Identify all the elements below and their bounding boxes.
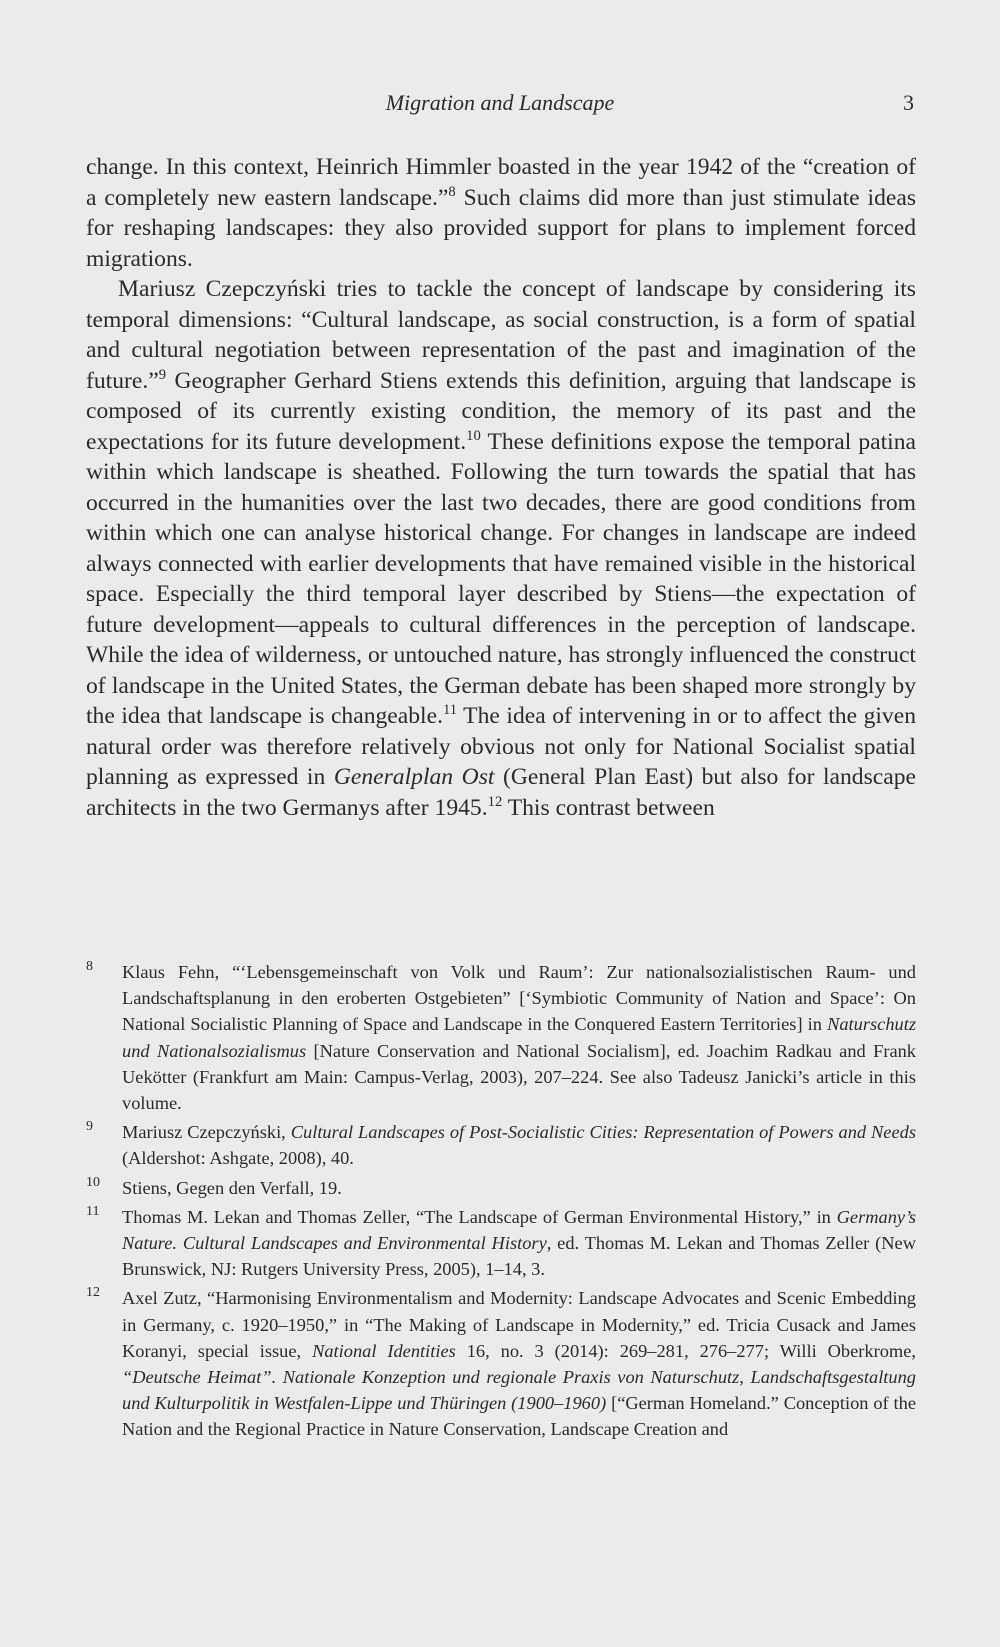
text-run: [“German Homeland.” Conception of the Nation and the Regional Practice in Nature Conservation, Landscape Creation and <box>122 1393 916 1440</box>
paragraph <box>86 274 916 823</box>
footnote-number: 8 <box>86 959 93 974</box>
paragraph <box>86 152 916 274</box>
footnote <box>86 1285 916 1442</box>
text-run: Stiens, Gegen den Verfall, 19. <box>122 1177 342 1198</box>
text-run: 16, no. 3 (2014): 269–281, 276–277; Willi Oberkrome, <box>455 1340 916 1361</box>
footnote <box>86 959 916 1116</box>
footnotes <box>86 959 916 1446</box>
footnote-ref: 9 <box>158 366 167 383</box>
footnote-ref: 12 <box>487 793 503 810</box>
text-run: Axel Zutz, “Harmonising Environmentalism and Modernity: Landscape Advocates and Scenic Embedding in Germany, c. 1920–1950,” in “The Making of Landscape in Modernity,” ed. Tricia Cusack and James Koranyi, special issue, <box>122 1288 916 1361</box>
italic-text: Generalplan Ost <box>333 764 495 790</box>
text-run: , ed. Thomas M. Lekan and Thomas Zeller (New Brunswick, NJ: Rutgers University Press, 2005), 1–14, 3. <box>122 1233 916 1280</box>
footnote <box>86 1204 916 1283</box>
footnote-number: 10 <box>86 1174 100 1190</box>
footnote <box>86 1119 916 1171</box>
text-run: Klaus Fehn, “‘Lebensgemeinschaft von Volk und Raum’: Zur nationalsozialistischen Raum- und Landschaftsplanung in den eroberten Ostgebieten” [‘Symbiotic Community of Nation and Space’: On National Socialistic Planning of Space and Landscape in the Conquered Eastern Territories] in <box>122 962 916 1035</box>
italic-text: Germany’s Nature. Cultural Landscapes and Environmental History <box>122 1206 916 1254</box>
running-head <box>0 88 1000 118</box>
footnote-text <box>122 1285 916 1442</box>
italic-text: “Deutsche Heimat”. Nationale Konzeption und regionale Praxis von Naturschutz, Landschaftsgestaltung und Kulturpolitik in Westfalen-Lippe und Thüringen (1900–1960) <box>122 1367 916 1414</box>
footnote-ref: 11 <box>442 702 458 719</box>
text-run: (General Plan East) but also for landscape architects in the two Germanys after 1945. <box>86 764 916 821</box>
text-run: (Aldershot: Ashgate, 2008), 40. <box>122 1148 354 1169</box>
footnote-number: 12 <box>86 1285 100 1301</box>
italic-text: Cultural Landscapes of Post-Socialistic Cities: Representation of Powers and Needs <box>290 1122 916 1143</box>
footnote <box>86 1175 916 1201</box>
text-run: These definitions expose the temporal patina within which landscape is sheathed. Following the turn towards the spatial that has occurred in the humanities over the last two decades, there are good conditions from within which one can analyse historical change. For changes in landscape are indeed always connected with earlier developments that have remained visible in the historical space. Especially the third temporal layer described by Stiens—the expectation of future development—appeals to cultural differences in the perception of landscape. While the idea of wilderness, or untouched nature, has strongly influenced the construct of landscape in the United States, the German debate has been shaped more strongly by the idea that landscape is changeable. <box>86 428 916 729</box>
footnote-number: 9 <box>86 1119 93 1135</box>
text-run: Mariusz Czepczyński tries to tackle the concept of landscape by considering its temporal dimensions: “Cultural landscape, as social construction, is a form of spatial and cultural negotiation between representation of the past and imagination of the future.” <box>86 276 916 394</box>
footnote-ref: 10 <box>466 427 481 444</box>
footnote-text <box>122 1175 916 1201</box>
italic-text: Naturschutz und Nationalsozialismus <box>122 1014 916 1061</box>
text-run: Thomas M. Lekan and Thomas Zeller, “The Landscape of German Environmental History,” in <box>122 1206 837 1227</box>
text-run: [Nature Conservation and National Socialism], ed. Joachim Radkau and Frank Uekötter (Frankfurt am Main: Campus-Verlag, 2003), 207–224. See also Tadeusz Janicki’s article in this volume. <box>122 1040 916 1114</box>
text-run: Such claims did more than just stimulate ideas for reshaping landscapes: they also provided support for plans to implement forced migrations. <box>86 184 917 272</box>
running-title: Migration and Landscape <box>385 90 615 115</box>
text-run: change. In this context, Heinrich Himmler boasted in the year 1942 of the “creation of a completely new eastern landscape.” <box>86 154 916 211</box>
text-run: The idea of intervening in or to affect the given natural order was therefore relatively obvious not only for National Socialist spatial planning as expressed in <box>86 703 916 790</box>
text-run: Geographer Gerhard Stiens extends this definition, arguing that landscape is composed of its currently existing condition, the memory of its past and the expectations for its future development. <box>86 367 916 455</box>
italic-text: National Identities <box>312 1340 456 1361</box>
footnote-number: 11 <box>86 1203 100 1219</box>
page-number: 3 <box>903 90 914 115</box>
footnote-text <box>122 959 916 1116</box>
footnote-ref: 8 <box>448 183 456 200</box>
text-run: Mariusz Czepczyński, <box>122 1122 291 1143</box>
footnote-text <box>122 1119 916 1171</box>
footnote-text <box>122 1204 916 1283</box>
text-run: This contrast between <box>502 794 715 821</box>
body-text <box>86 152 916 823</box>
